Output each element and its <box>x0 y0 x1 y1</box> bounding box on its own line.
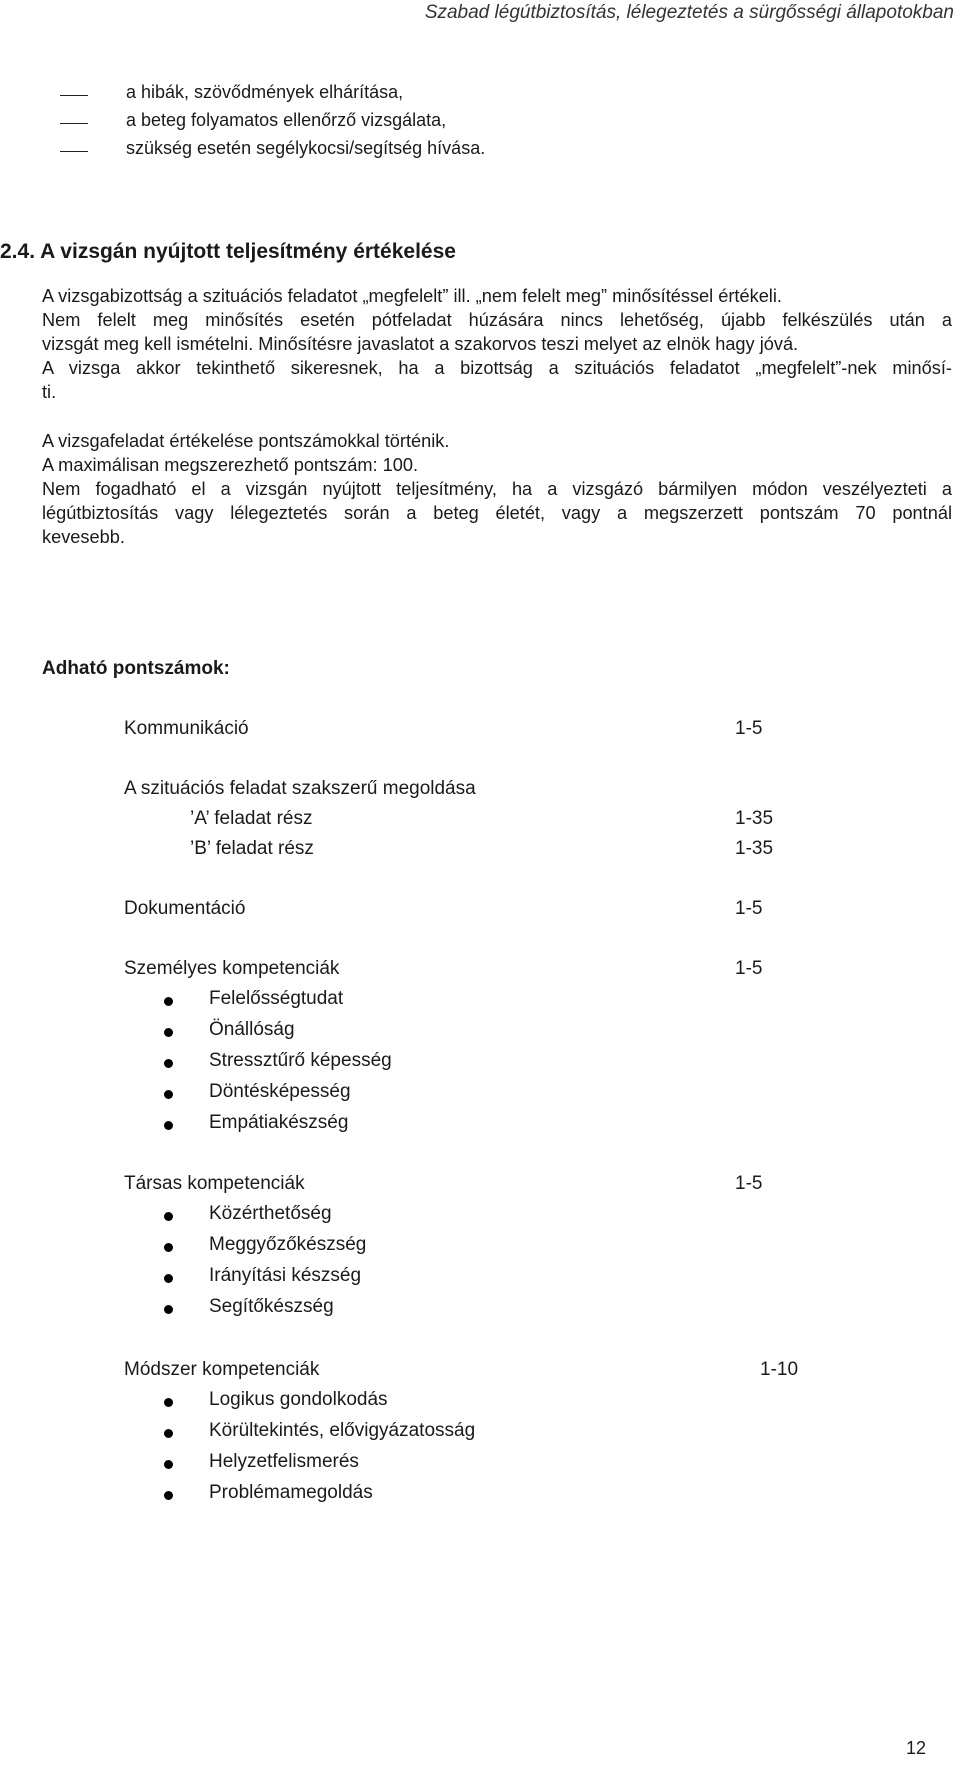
dash-icon <box>60 151 88 152</box>
dash-icon <box>60 95 88 96</box>
section-title: 2.4. A vizsgán nyújtott teljesítmény értékelése <box>0 240 456 263</box>
dash-icon <box>60 123 88 124</box>
score-label-b-part: ’B’ feladat rész <box>190 838 314 859</box>
list-item: Empátiakészség <box>209 1112 349 1133</box>
score-label-modszer: Módszer kompetenciák <box>124 1359 320 1380</box>
score-value-b-part: 1-35 <box>735 838 774 859</box>
score-label-szemelyes: Személyes kompetenciák <box>124 958 340 979</box>
list-item: Segítőkészség <box>209 1296 334 1317</box>
score-value-a-part: 1-35 <box>735 808 774 829</box>
bullet-icon <box>164 1090 173 1099</box>
scores-title: Adható pontszámok: <box>42 658 230 679</box>
list-item: Helyzetfelismerés <box>209 1451 359 1472</box>
list-item: Logikus gondolkodás <box>209 1389 388 1410</box>
score-value-kommunikacio: 1-5 <box>735 718 763 739</box>
list-item: Meggyőzőkészség <box>209 1234 367 1255</box>
bullet-icon <box>164 1274 173 1283</box>
list-item: Közérthetőség <box>209 1203 332 1224</box>
bullet-icon <box>164 997 173 1006</box>
bullet-icon <box>164 1121 173 1130</box>
score-label-tarsas: Társas kompetenciák <box>124 1173 305 1194</box>
bullet-icon <box>164 1243 173 1252</box>
list-item: Problémamegoldás <box>209 1482 373 1503</box>
scoring-paragraph: A vizsgafeladat értékelése pontszámokkal történik. A maximálisan megszerezhető pontszám: 100. Nem fogadható el a vizsgán nyújtott teljesítmény, ha a vizsgázó bármilyen módon veszélyezteti a légútbiztosítás vagy lélegeztetés során a beteg életét, vagy a megszerzett pontszám 70 pontnál kevesebb. <box>42 431 952 547</box>
list-item: Irányítási készség <box>209 1265 362 1286</box>
page-number: 12 <box>905 1738 926 1758</box>
score-label-szituacios: A szituációs feladat szakszerű megoldása <box>124 778 476 799</box>
list-item: Felelősségtudat <box>209 988 344 1009</box>
list-item: Döntésképesség <box>209 1081 351 1102</box>
bullet-icon <box>164 1028 173 1037</box>
score-value-dokumentacio: 1-5 <box>735 898 763 919</box>
bullet-icon <box>164 1212 173 1221</box>
bullet-icon <box>164 1429 173 1438</box>
bullet-icon <box>164 1491 173 1500</box>
score-label-kommunikacio: Kommunikáció <box>124 718 249 739</box>
running-header: Szabad légútbiztosítás, lélegeztetés a sürgősségi állapotokban <box>424 2 954 23</box>
score-value-modszer: 1-10 <box>760 1359 799 1380</box>
list-item: Körültekintés, elővigyázatosság <box>209 1420 476 1441</box>
list-item: Önállóság <box>209 1019 295 1040</box>
list-item: Stressztűrő képesség <box>209 1050 392 1071</box>
score-label-a-part: ’A’ feladat rész <box>190 808 313 829</box>
score-value-tarsas: 1-5 <box>735 1173 763 1194</box>
bullet-icon <box>164 1398 173 1407</box>
score-value-szemelyes: 1-5 <box>735 958 763 979</box>
bullet-icon <box>164 1059 173 1068</box>
score-label-dokumentacio: Dokumentáció <box>124 898 246 919</box>
evaluation-paragraph: A vizsgabizottság a szituációs feladatot „megfelelt” ill. „nem felelt meg” minősítéssel értékeli. Nem felelt meg minősítés esetén pótfeladat húzására nincs lehetőség, újabb felkészülés után a vizsgát meg kell ismételni. Minősítésre javaslatot a szakorvos teszi melyet az elnök hagy jóvá. A vizsga akkor tekinthető sikeresnek, ha a bizottság a szituációs feladatot „megfelelt”-nek minősí- ti. <box>42 286 952 402</box>
bullet-icon <box>164 1305 173 1314</box>
bullet-icon <box>164 1460 173 1469</box>
